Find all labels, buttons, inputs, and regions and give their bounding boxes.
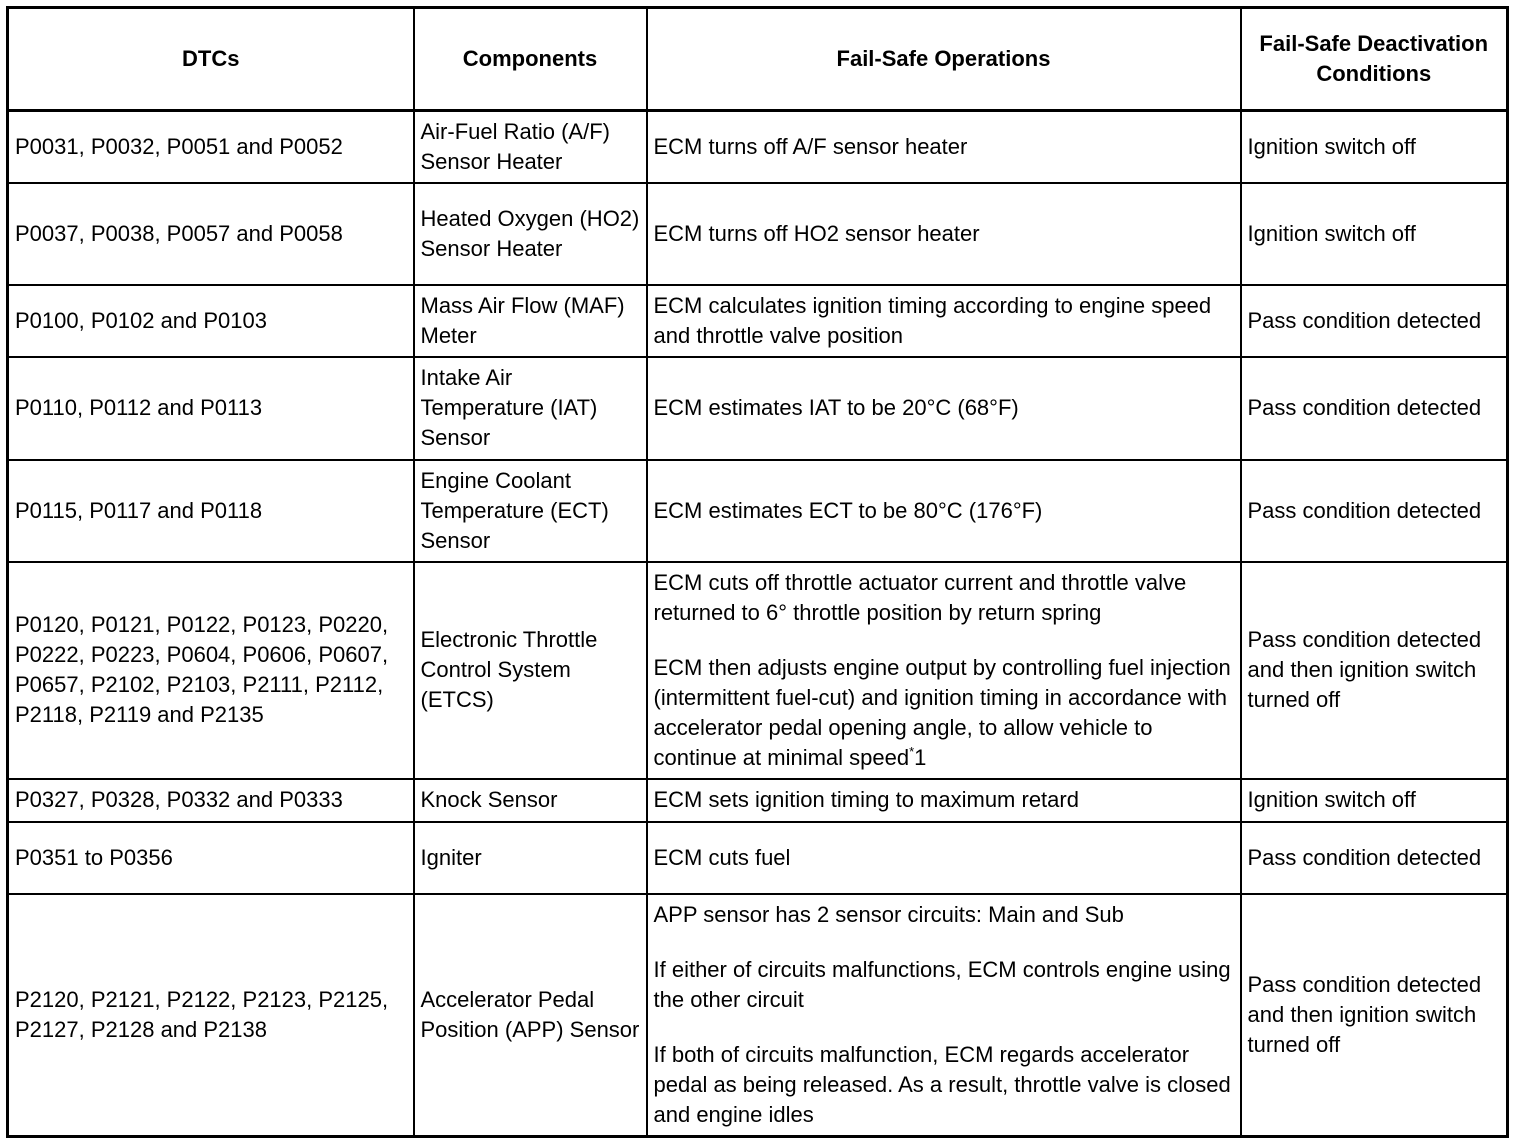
operation-text: ECM estimates ECT to be 80°C (176°F) [653,497,1043,523]
operation-text: If either of circuits malfunctions, ECM controls engine using the other circuit [653,956,1231,1012]
component-cell: Accelerator Pedal Position (APP) Sensor [414,894,647,1137]
deactivation-cell: Pass condition detected [1241,822,1508,894]
operation-text: ECM turns off HO2 sensor heater [653,220,980,246]
deactivation-cell: Pass condition detected and then ignition switch turned off [1241,894,1508,1137]
operation-text: ECM cuts fuel [653,844,791,870]
header-row [8,8,1508,111]
operation-text: ECM turns off A/F sensor heater [653,133,968,159]
component-cell: Electronic Throttle Control System (ETCS) [414,562,647,779]
table-row [8,357,1508,460]
operation-cell [647,111,1241,183]
footnote-number: 1 [914,744,927,770]
deactivation-cell: Ignition switch off [1241,779,1508,822]
dtc-cell: P0031, P0032, P0051 and P0052 [8,111,414,183]
deactivation-cell: Pass condition detected [1241,285,1508,357]
table-row [8,894,1508,1137]
table-row [8,183,1508,285]
operation-text: If both of circuits malfunction, ECM regards accelerator pedal as being released. As a result, throttle valve is closed and engine idles [653,1041,1231,1127]
deactivation-cell: Pass condition detected [1241,357,1508,460]
component-cell: Air-Fuel Ratio (A/F) Sensor Heater [414,111,647,183]
operation-cell [647,183,1241,285]
operation-text: ECM estimates IAT to be 20°C (68°F) [653,395,1019,420]
dtc-cell: P0100, P0102 and P0103 [8,285,414,357]
dtc-cell: P0327, P0328, P0332 and P0333 [8,779,414,822]
table-row [8,111,1508,183]
table-row [8,285,1508,357]
operation-cell [647,562,1241,779]
component-cell: Knock Sensor [414,779,647,822]
header-deactivation-conditions: Fail-Safe Deactivation Conditions [1241,8,1508,111]
dtc-cell: P0037, P0038, P0057 and P0058 [8,183,414,285]
component-cell: Heated Oxygen (HO2) Sensor Heater [414,183,647,285]
deactivation-cell: Ignition switch off [1241,183,1508,285]
operation-text: ECM calculates ignition timing according to engine speed and throttle valve position [653,292,1212,348]
dtc-cell: P0120, P0121, P0122, P0123, P0220, P0222, P0223, P0604, P0606, P0607, P0657, P2102, P2103, P2111, P2112, P2118, P2119 and P2135 [8,562,414,779]
table-row [8,822,1508,894]
operation-text-with-footnote [654,653,1234,773]
operation-cell [647,460,1241,562]
table-row [8,779,1508,822]
header-components: Components [414,8,647,111]
deactivation-cell: Pass condition detected and then ignition switch turned off [1241,562,1508,779]
dtc-cell: P0110, P0112 and P0113 [8,357,414,460]
component-cell: Mass Air Flow (MAF) Meter [414,285,647,357]
dtc-cell: P2120, P2121, P2122, P2123, P2125, P2127, P2128 and P2138 [8,894,414,1137]
operation-cell [647,285,1241,357]
operation-text: ECM then adjusts engine output by controlling fuel injection (intermittent fuel-cut) and ignition timing in accordance with accelerator pedal opening angle, to allow vehicle to continue at minimal speed [653,654,1231,770]
operation-text: ECM sets ignition timing to maximum retard [653,787,1079,812]
component-cell: Intake Air Temperature (IAT) Sensor [414,357,647,460]
footnote-mark: * [909,743,915,759]
fail-safe-table [6,6,1509,1138]
table-row [8,460,1508,562]
deactivation-cell: Pass condition detected [1241,460,1508,562]
operation-cell [647,822,1241,894]
component-cell: Engine Coolant Temperature (ECT) Sensor [414,460,647,562]
header-dtcs: DTCs [8,8,414,111]
operation-text: APP sensor has 2 sensor circuits: Main and Sub [653,901,1124,927]
operation-text: ECM cuts off throttle actuator current and throttle valve returned to 6° throttle position by return spring [653,569,1187,625]
component-cell: Igniter [414,822,647,894]
dtc-cell: P0351 to P0356 [8,822,414,894]
table-row [8,562,1508,779]
header-fail-safe-operations: Fail-Safe Operations [647,8,1241,111]
dtc-cell: P0115, P0117 and P0118 [8,460,414,562]
operation-cell [647,779,1241,822]
deactivation-cell: Ignition switch off [1241,111,1508,183]
operation-cell [647,357,1241,460]
operation-cell [647,894,1241,1137]
